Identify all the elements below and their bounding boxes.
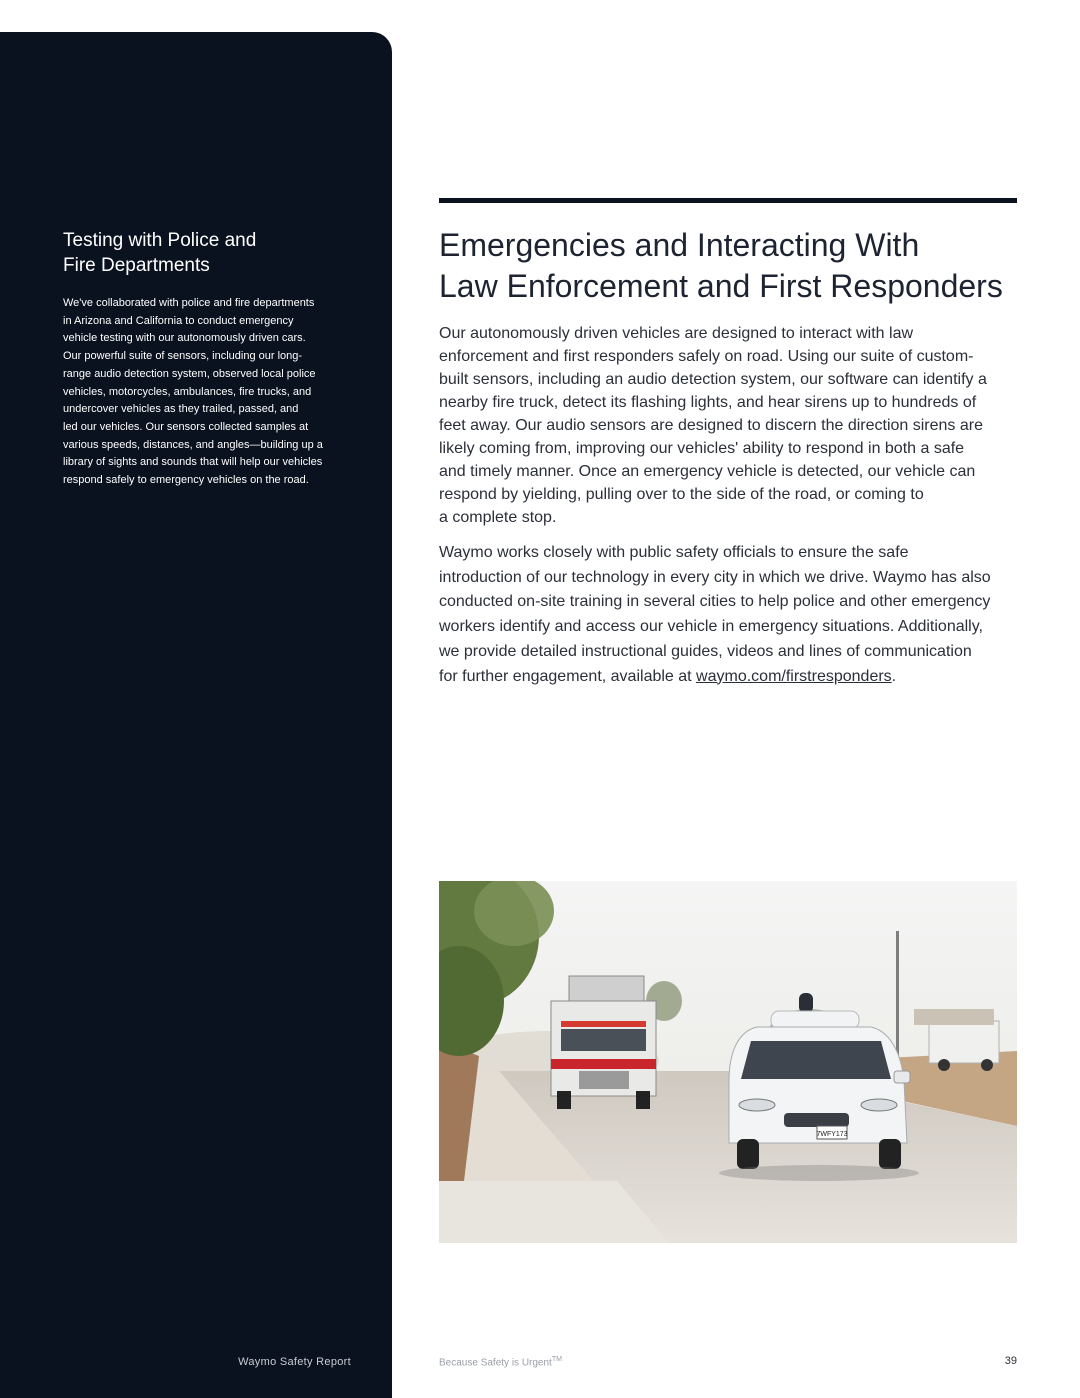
first-responders-link[interactable]: waymo.com/firstresponders [696, 667, 892, 685]
page-number: 39 [1004, 1355, 1017, 1367]
fire-truck-lightbar [561, 1021, 646, 1027]
sidebar-body [63, 295, 363, 490]
heading-line: Emergencies and Interacting With [439, 227, 920, 263]
waymo-car-wheel [737, 1139, 759, 1169]
tagline-text: Because Safety is Urgent [439, 1357, 552, 1369]
para2-line-suffix: . [891, 667, 897, 685]
fire-truck-wheel [636, 1091, 650, 1109]
car-shadow [719, 1165, 919, 1181]
sidebar-line: in Arizona and California to conduct emergency [63, 314, 294, 327]
sidebar-line: We've collaborated with police and fire departments [63, 297, 315, 309]
sidebar-line: Our powerful suite of sensors, including our long- [63, 350, 303, 363]
fire-truck-stripe [551, 1059, 656, 1069]
sidebar-footer: Waymo Safety Report [238, 1356, 351, 1368]
utility-truck [929, 1021, 999, 1063]
sidebar-line: vehicles, motorcycles, ambulances, fire trucks, and [63, 385, 312, 398]
sidebar-line: various speeds, distances, and angles—building up a [63, 438, 323, 451]
para2-line: workers identify and access our vehicle in emergency situations. Additionally, [439, 618, 983, 636]
footer-tagline [439, 1356, 562, 1368]
para1-line: and timely manner. Once an emergency vehicle is detected, our vehicle can [439, 463, 976, 480]
para1-line: Our autonomously driven vehicles are designed to interact with law [439, 325, 914, 342]
waymo-car-wheel [879, 1139, 901, 1169]
para2-line: conducted on-site training in several cities to help police and other emergency [439, 593, 991, 611]
sidebar-title-line: Fire Departments [63, 255, 210, 276]
sidebar-line: undercover vehicles as they trailed, passed, and [63, 403, 299, 416]
fire-truck-grille [579, 1071, 629, 1089]
para1-line: enforcement and first responders safely on road. Using our suite of custom- [439, 348, 974, 365]
fire-truck-windshield [561, 1029, 646, 1051]
para1-line: nearby fire truck, detect its flashing lights, and hear sirens up to hundreds of [439, 394, 977, 411]
para1-line: feet away. Our audio sensors are designed to discern the direction sirens are [439, 417, 983, 434]
utility-truck-wheel [981, 1059, 993, 1071]
sidebar-line: range audio detection system, observed local police [63, 367, 316, 380]
sidebar-line: respond safely to emergency vehicles on the road. [63, 474, 309, 487]
tagline-trademark: TM [551, 1356, 562, 1363]
body-paragraph-1 [439, 322, 1024, 529]
body-paragraph-2 [439, 541, 1024, 689]
sensor-roof-pod [771, 1011, 859, 1029]
para1-line: built sensors, including an audio detection system, our software can identify a [439, 371, 987, 388]
para2-line-prefix: for further engagement, available at [439, 667, 697, 685]
lidar-dome [799, 993, 813, 1013]
heading-line: Law Enforcement and First Responders [439, 268, 1003, 304]
waymo-side-mirror [894, 1071, 910, 1083]
sidebar-title [63, 228, 363, 278]
para2-line: we provide detailed instructional guides, videos and lines of communication [439, 642, 972, 660]
waymo-car-grille [784, 1113, 849, 1127]
page-heading [439, 225, 1029, 307]
utility-truck-wheel [938, 1059, 950, 1071]
heading-rule [439, 198, 1017, 203]
sidebar-line: led our vehicles. Our sensors collected samples at [63, 420, 309, 433]
para2-line: introduction of our technology in every city in which we drive. Waymo has also [439, 568, 991, 586]
license-plate-text: 7WFY173 [816, 1131, 848, 1138]
waymo-headlight [861, 1099, 897, 1111]
photo-firetruck-and-waymo-vehicle [439, 881, 1017, 1243]
sidebar-line: vehicle testing with our autonomously driven cars. [63, 332, 306, 345]
utility-pole [896, 931, 899, 1061]
waymo-headlight [739, 1099, 775, 1111]
utility-truck-box [914, 1009, 994, 1025]
para2-line: Waymo works closely with public safety officials to ensure the safe [439, 544, 909, 561]
sidebar-line: library of sights and sounds that will help our vehicles [63, 456, 323, 469]
sidebar-title-line: Testing with Police and [63, 230, 257, 251]
para1-line: a complete stop. [439, 509, 557, 526]
fire-truck-wheel [557, 1091, 571, 1109]
para1-line: likely coming from, improving our vehicles' ability to respond in both a safe [439, 440, 965, 457]
waymo-car-windshield [741, 1041, 891, 1079]
para1-line: respond by yielding, pulling over to the side of the road, or coming to [439, 486, 924, 503]
